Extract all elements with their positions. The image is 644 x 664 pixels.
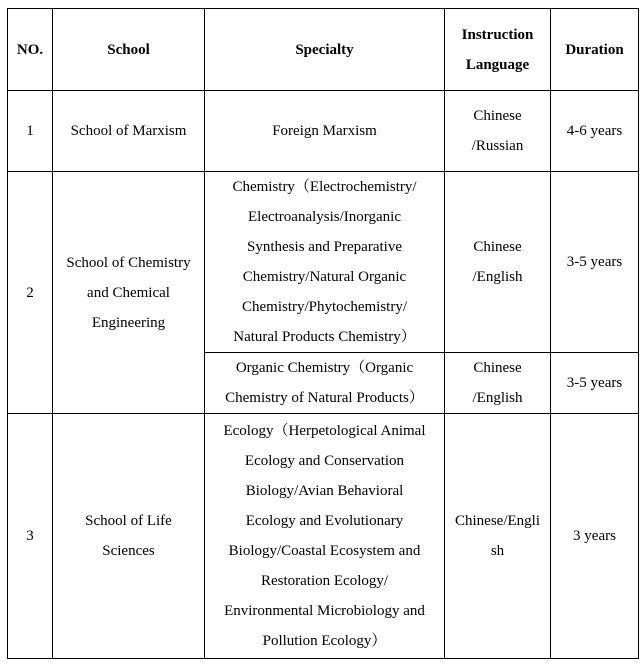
cell-language (445, 414, 551, 659)
language-line: /English (472, 269, 523, 285)
language-line: Chinese (473, 239, 522, 255)
specialty-line: Chemistry/Natural Organic (242, 269, 407, 285)
cell-no: 2 (8, 172, 53, 414)
school-line: and Chemical (87, 284, 170, 301)
specialty-line: Electroanalysis/Inorganic (247, 209, 401, 225)
specialty-line: Chemistry/Phytochemistry/ (242, 299, 407, 315)
specialty-line: Ecology（Herpetological Animal (223, 423, 426, 439)
cell-duration: 4-6 years (551, 91, 639, 172)
cell-language (445, 172, 551, 353)
cell-specialty (205, 353, 445, 414)
language-line: Chinese/Engli (455, 513, 540, 529)
specialty-line: Ecology and Conservation (244, 453, 405, 469)
cell-duration: 3-5 years (551, 172, 639, 353)
specialty-line: Organic Chemistry（Organic (235, 360, 414, 376)
cell-language (445, 353, 551, 414)
language-line: /Russian (471, 138, 524, 154)
program-table (7, 8, 639, 659)
cell-school (53, 414, 205, 659)
specialty-line: Chemistry of Natural Products） (225, 390, 424, 406)
specialty-line: Restoration Ecology/ (260, 573, 389, 589)
cell-no: 3 (8, 414, 53, 659)
language-line: /English (472, 390, 523, 406)
specialty-line: Synthesis and Preparative (247, 239, 402, 255)
table-header-row (8, 9, 639, 91)
cell-specialty (205, 414, 445, 659)
header-language-line: Language (465, 56, 530, 73)
cell-school (53, 91, 205, 172)
specialty-line: Biology/Avian Behavioral (245, 483, 404, 499)
cell-duration: 3 years (551, 414, 639, 659)
language-line: Chinese (473, 108, 522, 124)
specialty-line: Environmental Microbiology and (224, 603, 425, 619)
language-line: Chinese (473, 360, 522, 376)
specialty-line: Pollution Ecology） (262, 633, 387, 649)
cell-language (445, 91, 551, 172)
specialty-line: Natural Products Chemistry） (233, 329, 416, 345)
school-line: School of Marxism (70, 123, 187, 139)
cell-no: 1 (8, 91, 53, 172)
specialty-line: Foreign Marxism (272, 123, 377, 139)
language-line: sh (490, 543, 505, 559)
table-row (8, 91, 639, 172)
specialty-line: Chemistry（Electrochemistry/ (232, 179, 417, 195)
header-specialty: Specialty (205, 9, 445, 91)
school-line: Engineering (91, 314, 166, 331)
header-no: NO. (8, 9, 53, 91)
specialty-line: Biology/Coastal Ecosystem and (228, 543, 421, 559)
header-duration: Duration (551, 9, 639, 91)
header-school: School (53, 9, 205, 91)
cell-duration: 3-5 years (551, 353, 639, 414)
specialty-line: Ecology and Evolutionary (245, 513, 404, 529)
school-line: Sciences (102, 543, 155, 559)
table-row (8, 172, 639, 353)
header-language-line: Instruction (461, 26, 534, 43)
cell-specialty (205, 91, 445, 172)
school-line: School of Life (85, 513, 172, 529)
cell-specialty (205, 172, 445, 353)
header-instruction-language (445, 9, 551, 91)
cell-school (53, 172, 205, 414)
school-line: School of Chemistry (66, 254, 191, 271)
table-row (8, 414, 639, 659)
